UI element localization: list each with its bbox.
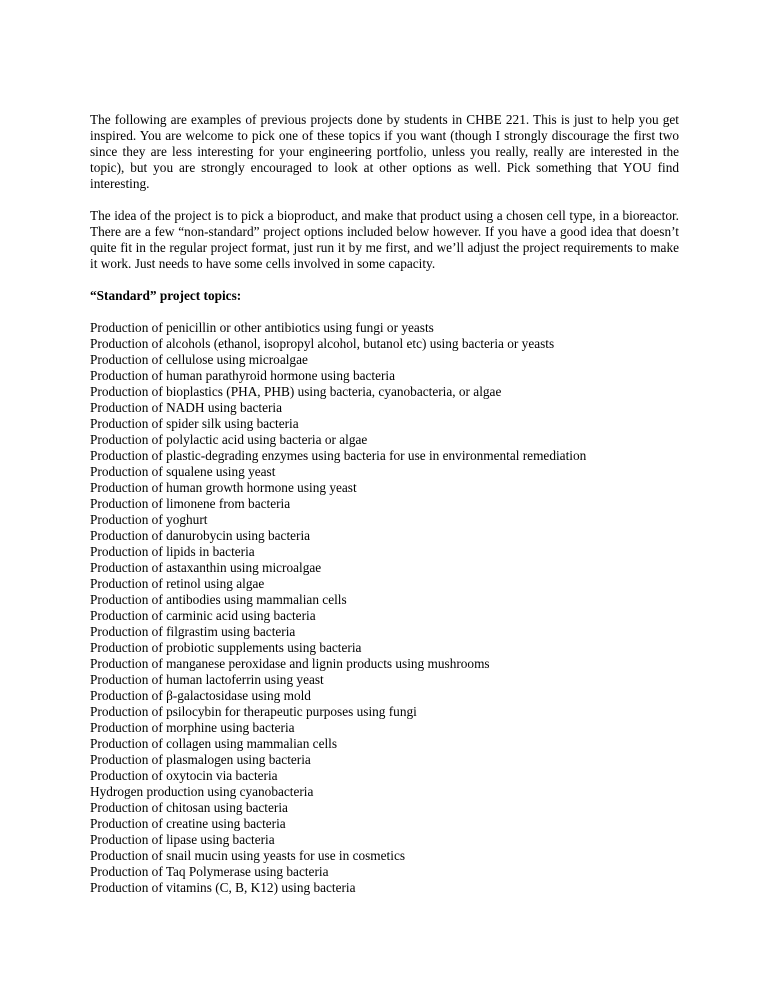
list-item: Production of probiotic supplements using bacteria xyxy=(90,640,362,655)
list-item: Production of carminic acid using bacteria xyxy=(90,608,316,623)
list-item: Production of human growth hormone using yeast xyxy=(90,480,357,495)
list-item: Production of creatine using bacteria xyxy=(90,816,286,831)
list-item: Production of plasmalogen using bacteria xyxy=(90,752,311,767)
list-item: Production of retinol using algae xyxy=(90,576,265,591)
project-idea-paragraph: The idea of the project is to pick a bioproduct, and make that product using a chosen cell type, in a bioreactor. There are a few “non-standard” project options included below however. If you have a good idea that doesn’t quite fit in the regular project format, just run it by me first, and we’ll adjust the project requirements to make it work. Just needs to have some cells involved in some capacity. xyxy=(90,208,679,271)
list-item: Production of morphine using bacteria xyxy=(90,720,295,735)
list-item: Production of yoghurt xyxy=(90,512,208,527)
list-item: Production of human lactoferrin using yeast xyxy=(90,672,324,687)
list-item: Production of chitosan using bacteria xyxy=(90,800,288,815)
list-item: Production of spider silk using bacteria xyxy=(90,416,299,431)
list-item: Production of filgrastim using bacteria xyxy=(90,624,296,639)
list-item: Production of lipids in bacteria xyxy=(90,544,255,559)
list-item: Production of bioplastics (PHA, PHB) using bacteria, cyanobacteria, or algae xyxy=(90,384,502,399)
list-item: Production of psilocybin for therapeutic purposes using fungi xyxy=(90,704,417,719)
list-item: Production of danurobycin using bacteria xyxy=(90,528,311,543)
document-page xyxy=(90,112,679,896)
list-item: Production of β-galactosidase using mold xyxy=(90,688,311,703)
list-item: Production of vitamins (C, B, K12) using bacteria xyxy=(90,880,356,895)
list-item: Production of manganese peroxidase and lignin products using mushrooms xyxy=(90,656,490,671)
intro-paragraph: The following are examples of previous projects done by students in CHBE 221. This is just to help you get inspired. You are welcome to pick one of these topics if you want (though I strongly discourage the first two since they are less interesting for your engineering portfolio, unless you really, really are interested in the topic), but you are strongly encouraged to look at other options as well. Pick something that YOU find interesting. xyxy=(90,112,679,191)
list-item: Production of human parathyroid hormone using bacteria xyxy=(90,368,396,383)
list-item: Production of limonene from bacteria xyxy=(90,496,291,511)
list-item: Hydrogen production using cyanobacteria xyxy=(90,784,314,799)
list-item: Production of polylactic acid using bacteria or algae xyxy=(90,432,368,447)
list-item: Production of oxytocin via bacteria xyxy=(90,768,278,783)
list-item: Production of cellulose using microalgae xyxy=(90,352,308,367)
list-item: Production of snail mucin using yeasts for use in cosmetics xyxy=(90,848,406,863)
list-item: Production of Taq Polymerase using bacteria xyxy=(90,864,329,879)
list-item: Production of astaxanthin using microalgae xyxy=(90,560,322,575)
section-heading: “Standard” project topics: xyxy=(90,288,242,303)
topic-list xyxy=(90,320,679,896)
list-item: Production of plastic-degrading enzymes using bacteria for use in environmental remediation xyxy=(90,448,587,463)
list-item: Production of NADH using bacteria xyxy=(90,400,283,415)
list-item: Production of penicillin or other antibiotics using fungi or yeasts xyxy=(90,320,434,335)
list-item: Production of alcohols (ethanol, isopropyl alcohol, butanol etc) using bacteria or yeasts xyxy=(90,336,555,351)
list-item: Production of lipase using bacteria xyxy=(90,832,275,847)
list-item: Production of squalene using yeast xyxy=(90,464,276,479)
list-item: Production of antibodies using mammalian cells xyxy=(90,592,347,607)
list-item: Production of collagen using mammalian cells xyxy=(90,736,338,751)
